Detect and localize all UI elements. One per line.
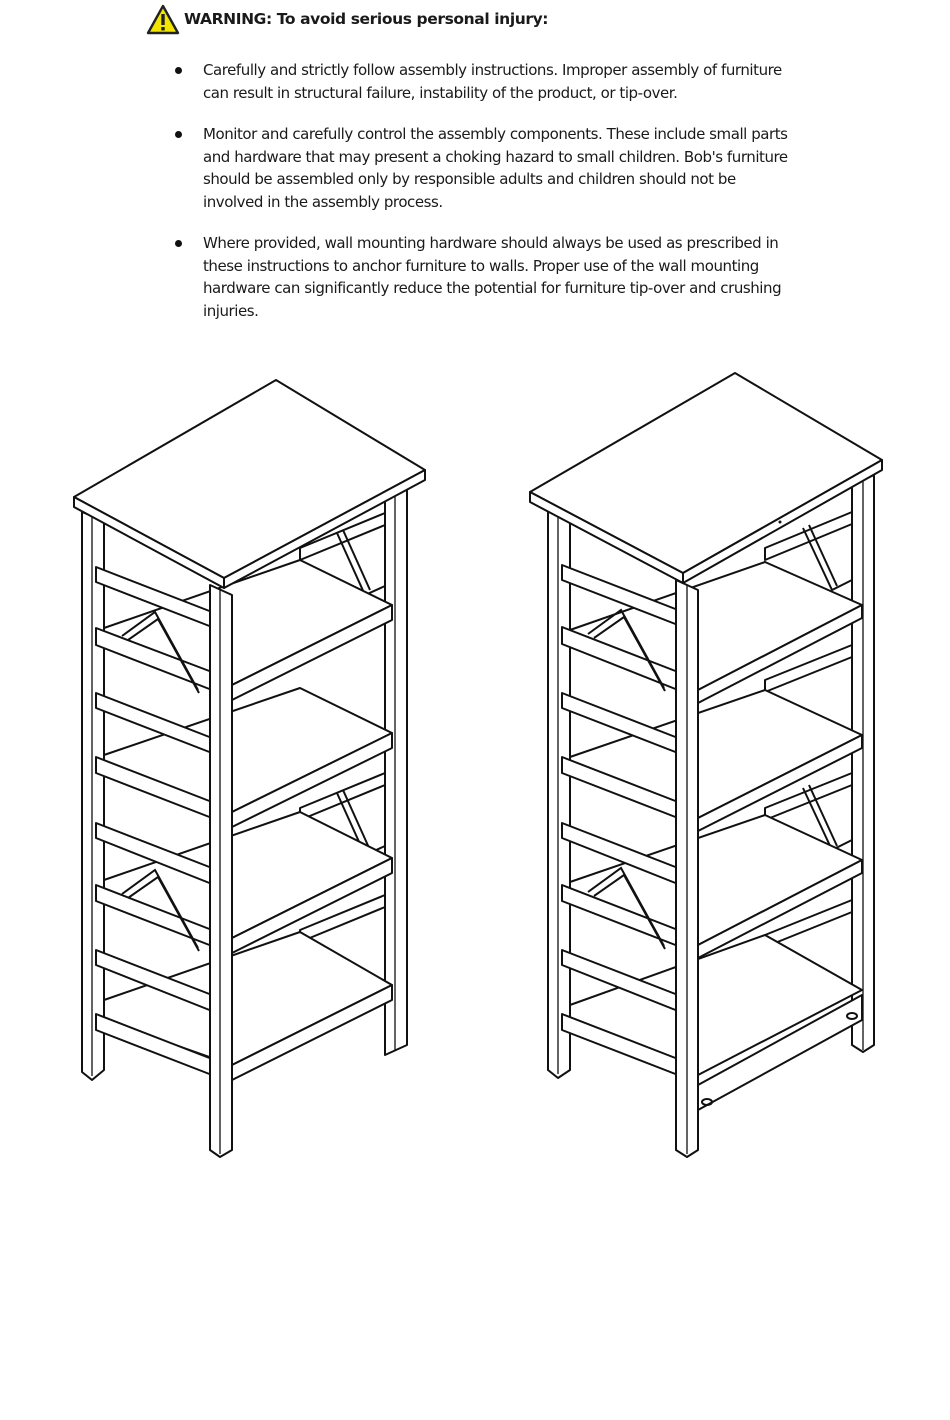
- warning-list: [172, 59, 790, 341]
- warning-header: [146, 2, 548, 36]
- warning-title: WARNING: To avoid serious personal injury:: [184, 10, 549, 28]
- warning-triangle-icon: [146, 4, 180, 35]
- warning-bullet-assembly: Carefully and strictly follow assembly instructions. Improper assembly of furniture can result in structural failure, instability of the product, or tip-over.: [172, 59, 790, 104]
- bookcase-illustration: [0, 360, 950, 1170]
- warning-bullet-small-parts: Monitor and carefully control the assembly components. These include small parts and hardware that may present a choking hazard to small children. Bob's furniture should be assembled only by responsible adults and children should not be involved in the assembly process.: [172, 123, 790, 213]
- bookcase-front-view: [74, 380, 425, 1157]
- bookcase-rear-view: [530, 373, 882, 1157]
- warning-bullet-wall-mount: Where provided, wall mounting hardware should always be used as prescribed in these instructions to anchor furniture to walls. Proper use of the wall mounting hardware can significantly reduce the potential for furniture tip-over and crushing injuries.: [172, 232, 790, 322]
